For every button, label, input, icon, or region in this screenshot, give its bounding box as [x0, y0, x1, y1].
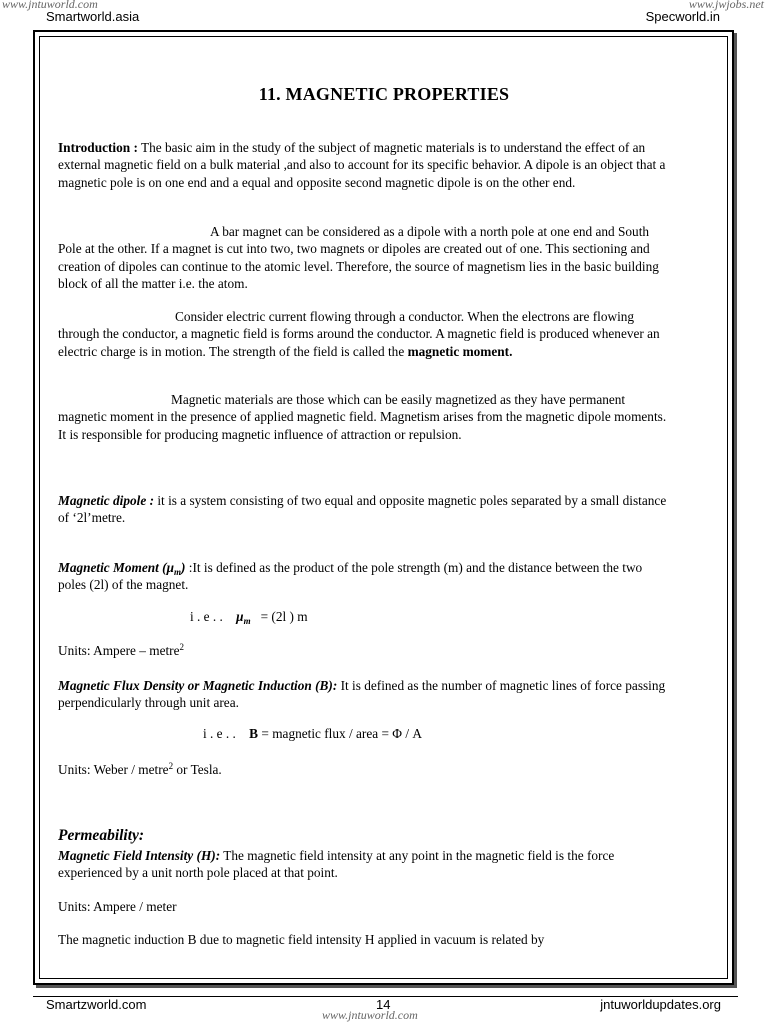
footer-right: jntuworldupdates.org: [600, 997, 721, 1012]
current-bold: magnetic moment.: [407, 343, 513, 359]
moment-label-end: ): [181, 560, 186, 575]
dipole-label: Magnetic dipole :: [58, 493, 155, 508]
flux-label: Magnetic Flux Density or Magnetic Induction (B):: [58, 678, 338, 693]
flux-paragraph: [58, 677, 673, 712]
field-intensity-paragraph: [58, 847, 673, 882]
watermark-top-right: www.jwjobs.net: [688, 0, 764, 11]
page-title: 11. MAGNETIC PROPERTIES: [258, 84, 510, 104]
last-paragraph: The magnetic induction B due to magnetic field intensity H applied in vacuum is related by: [58, 932, 545, 947]
field-intensity-label: Magnetic Field Intensity (H):: [58, 848, 221, 863]
materials-paragraph: Magnetic materials are those which can be easily magnetized as they have permanent magnetic moment in the presence of applied magnetic field. Magnetism arises from the magnetic dipole moments. It is responsible for producing magnetic influence of attraction or repulsion.: [58, 392, 667, 442]
moment-eq-mu-subscript: m: [243, 616, 251, 626]
permeability-heading: [58, 827, 673, 844]
moment-eq-rhs: = (2l ) m: [260, 609, 308, 624]
moment-units: [58, 642, 673, 659]
moment-label: Magnetic Moment (: [58, 560, 167, 575]
flux-units-sup: 2: [168, 761, 174, 771]
watermark-bottom: www.jntuworld.com: [322, 1008, 418, 1022]
dipole-paragraph: [58, 492, 673, 527]
bar-magnet-paragraph: A bar magnet can be considered as a dipole with a north pole at one end and South Pole at the other. If a magnet is cut into two, two magnets or dipoles are created out of one. This sectioning and creation of dipoles can continue to the atomic level. Therefore, the source of magnetism lies in the basic building block of all the matter i.e. the atom.: [58, 224, 659, 292]
moment-eq-prefix: i . e . .: [190, 609, 223, 624]
flux-eq-rhs: = magnetic flux / area = Φ / A: [258, 726, 422, 741]
flux-units: [58, 761, 673, 778]
permeability-heading-text: Permeability:: [58, 827, 145, 844]
field-intensity-units: Units: Ampere / meter: [58, 899, 177, 914]
flux-text: It is defined as the number of magnetic lines of force passing perpendicularly through unit area.: [58, 678, 666, 711]
page-number: 14: [376, 997, 391, 1012]
flux-units-a: Units: Weber / metre: [58, 762, 169, 777]
dipole-text: it is a system consisting of two equal and opposite magnetic poles separated by a small distance of ‘2l’metre.: [58, 493, 667, 526]
header-right: Specworld.in: [645, 9, 720, 24]
moment-mu-symbol: μ: [166, 560, 174, 575]
current-paragraph: [58, 308, 673, 360]
footer-left: Smartzworld.com: [46, 997, 147, 1012]
moment-units-text: Units: Ampere – metre: [58, 643, 180, 658]
field-intensity-text: The magnetic field intensity at any point in the magnetic field is the force experienced by a unit north pole placed at that point.: [58, 848, 615, 881]
intro-text: The basic aim in the study of the subject of magnetic materials is to understand the effect of an external magnetic field on a bulk material ,and also to account for its specific behavior. A dipole is an object that a magnetic pole is on one end and a equal and opposite second magnetic dipole is on the other end.: [58, 140, 666, 190]
flux-units-b: or Tesla.: [173, 762, 222, 777]
current-text: Consider electric current flowing through a conductor. When the electrons are flowing through the conductor, a magnetic field is forms around the conductor. A magnetic field is produced whenever an electric charge is in motion. The strength of the field is called the: [58, 309, 660, 359]
flux-equation: [203, 726, 422, 742]
flux-eq-prefix: i . e . .: [203, 726, 236, 741]
header-left: Smartworld.asia: [46, 9, 140, 24]
moment-equation: [190, 609, 308, 625]
moment-mu-subscript: m: [174, 567, 182, 577]
watermark-top-left: www.jntuworld.com: [2, 0, 98, 11]
moment-text: :It is defined as the product of the pole strength (m) and the distance between the two poles (2l) of the magnet.: [58, 560, 643, 593]
flux-eq-symbol: B: [249, 726, 259, 741]
moment-units-sup: 2: [179, 642, 184, 652]
moment-paragraph: [58, 559, 673, 594]
moment-eq-mu: μ: [236, 609, 244, 624]
intro-label: Introduction :: [58, 140, 138, 155]
intro-paragraph: [58, 139, 673, 191]
